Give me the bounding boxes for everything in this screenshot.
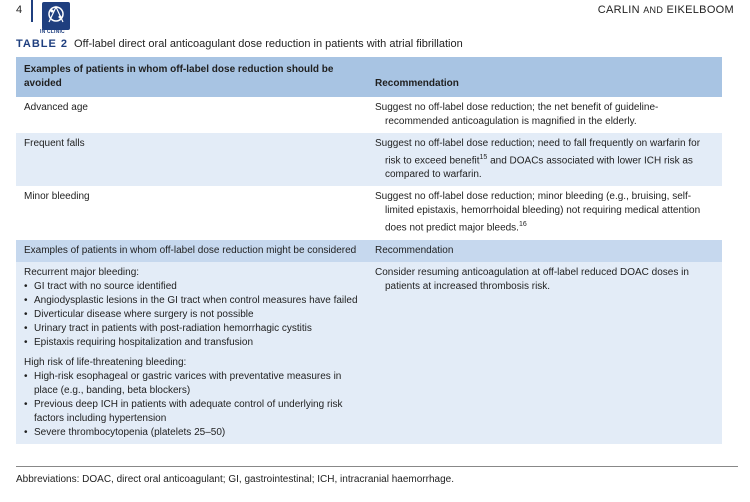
author-and: AND <box>643 5 664 15</box>
table-bottom-rule <box>16 466 738 467</box>
dose-reduction-table <box>16 57 722 444</box>
table-row <box>16 262 722 444</box>
author-second: EIKELBOOM <box>666 4 734 16</box>
reference-sup: 16 <box>518 221 527 229</box>
table-label: TABLE 2 <box>16 38 69 50</box>
patient-cell: Advanced age <box>24 102 88 113</box>
subheader-patients: Examples of patients in whom off-label dose reduction might be considered <box>24 244 357 256</box>
table-header-row <box>16 57 722 97</box>
recommendation-cell <box>367 186 722 239</box>
recommendation-cell: Suggest no off-label dose reduction; the net benefit of guideline-recommended anticoagulation is magnified in the elderly. <box>375 102 659 127</box>
table-row <box>16 97 722 133</box>
list-item: • Angiodysplastic lesions in the GI tract when control measures have failed <box>24 294 359 308</box>
recommendation-text: Suggest no off-label dose reduction; need to fall frequently on warfarin for risk to exceed benefit <box>375 138 701 167</box>
page-number: 4 <box>16 4 23 16</box>
risk-list <box>24 370 359 440</box>
patient-cell: Frequent falls <box>24 138 85 149</box>
list-item: • High-risk esophageal or gastric varices with preventative measures in place (e.g., banding, beta blockers) <box>24 370 359 398</box>
page-header <box>0 0 750 35</box>
table-subheader-row <box>16 240 722 262</box>
list-item: • GI tract with no source identified <box>24 280 359 294</box>
running-head <box>598 4 734 16</box>
subheader-recommendation: Recommendation <box>375 244 454 256</box>
list-item: • Epistaxis requiring hospitalization and transfusion <box>24 336 359 350</box>
list-item: • Severe thrombocytopenia (platelets 25–50) <box>24 426 359 440</box>
header-divider <box>31 0 33 22</box>
logo-caption: IN CLINIC <box>40 29 65 35</box>
recommendation-cell <box>367 133 722 186</box>
list-item: • Diverticular disease where surgery is not possible <box>24 308 359 322</box>
table-title-text: Off-label direct oral anticoagulant dose reduction in patients with atrial fibrillation <box>74 38 463 50</box>
group-title: Recurrent major bleeding: <box>24 266 140 278</box>
header-patients: Examples of patients in whom off-label dose reduction should be avoided <box>24 64 334 89</box>
list-item: • Previous deep ICH in patients with adequate control of underlying risk factors including hypertension <box>24 398 359 426</box>
bleeding-list <box>24 280 359 350</box>
header-recommendation: Recommendation <box>375 78 459 89</box>
recommendation-cell: Consider resuming anticoagulation at off-label reduced DOAC doses in patients at increased thrombosis risk. <box>375 266 689 292</box>
table-row <box>16 186 722 239</box>
author-first: CARLIN <box>597 4 640 16</box>
abbreviations-note: Abbreviations: DOAC, direct oral anticoagulant; GI, gastrointestinal; ICH, intracranial haemorrhage. <box>16 474 454 485</box>
recommendation-text: and DOACs associated with lower ICH risk as compared to warfarin. <box>385 155 693 181</box>
list-item: • Urinary tract in patients with post-radiation hemorrhagic cystitis <box>24 322 359 336</box>
patient-cell <box>16 262 367 444</box>
table-row <box>16 133 722 186</box>
table-caption <box>16 38 463 50</box>
patient-cell: Minor bleeding <box>24 191 90 203</box>
reference-sup: 15 <box>479 154 488 161</box>
journal-logo-icon <box>42 2 70 30</box>
group-title: High risk of life-threatening bleeding: <box>24 356 187 368</box>
recommendation-text: Suggest no off-label dose reduction; minor bleeding (e.g., bruising, self-limited epistaxis, hemorrhoidal bleeding) not requiring medical attention does not predict major bleeds. <box>375 191 701 234</box>
